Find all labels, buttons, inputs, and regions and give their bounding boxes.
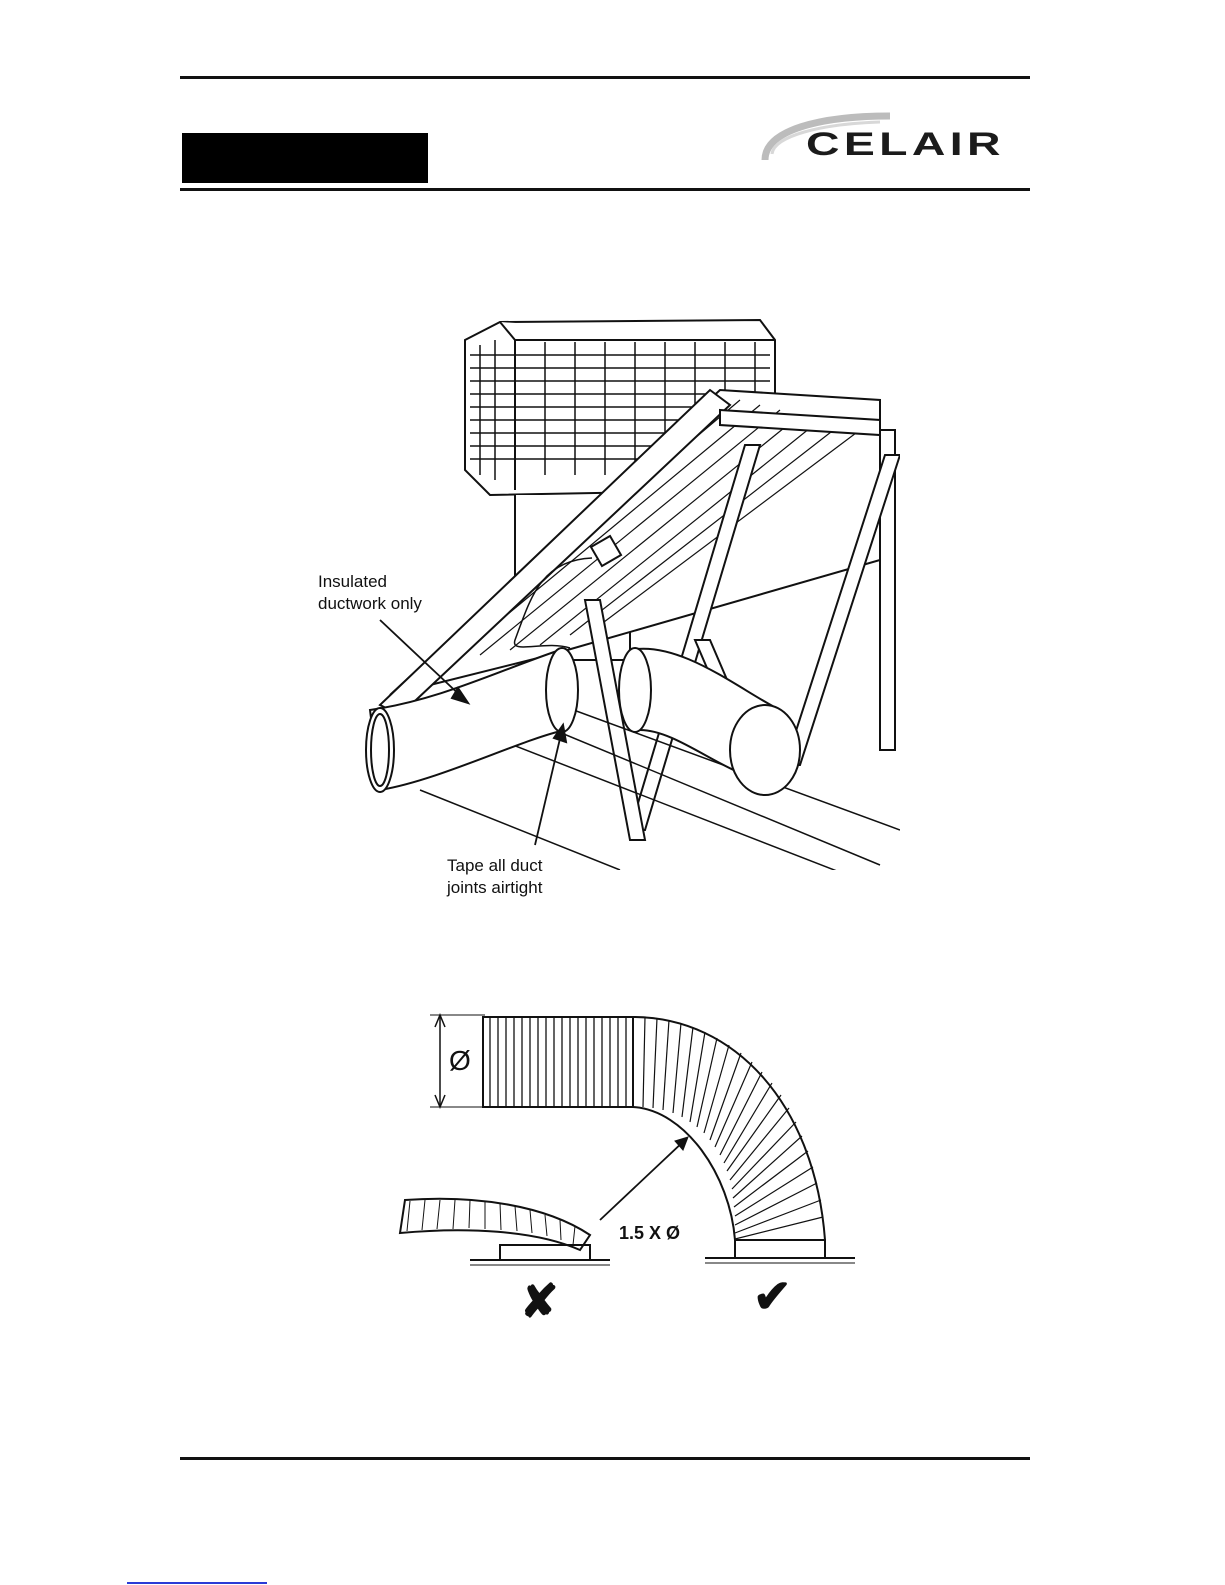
header-top-rule xyxy=(180,76,1030,79)
bend-radius-label: 1.5 X Ø xyxy=(619,1223,681,1243)
label-insulated-ductwork: Insulated ductwork only xyxy=(318,572,422,613)
section-tab xyxy=(182,133,428,183)
footer-rule xyxy=(180,1457,1030,1460)
label-tape-duct-joints: Tape all duct joints airtight xyxy=(447,856,543,897)
correct-install-mark: ✔ xyxy=(753,1270,792,1322)
header-bottom-rule xyxy=(180,188,1030,191)
wrong-install-mark: ✘ xyxy=(520,1275,559,1327)
diameter-symbol: Ø xyxy=(449,1045,471,1076)
brand-name: CELAIR xyxy=(806,126,1005,162)
footer-link-underline xyxy=(127,1582,267,1584)
